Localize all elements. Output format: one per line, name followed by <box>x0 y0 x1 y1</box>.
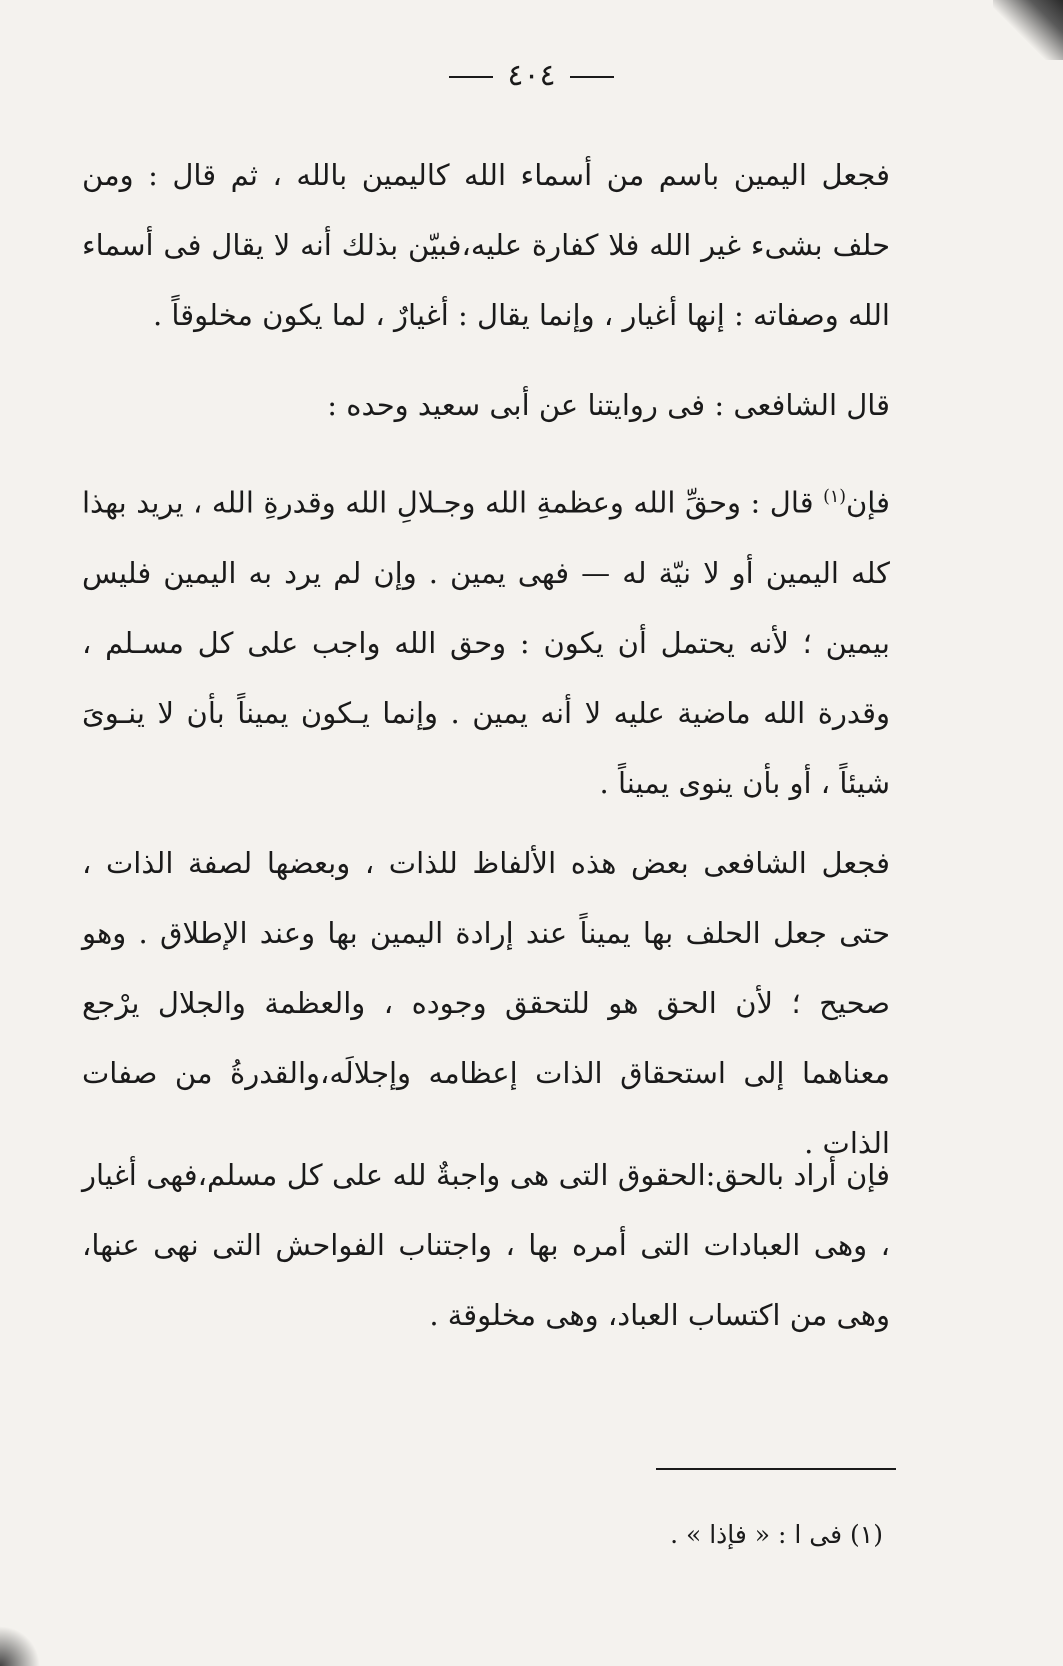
footnote-marker: (١) <box>823 487 846 507</box>
page-number-dash-right <box>570 76 614 78</box>
footnote-rule <box>656 1468 896 1470</box>
scan-corner-shadow <box>993 0 1063 60</box>
paragraph-3-prefix: فإن <box>846 485 890 520</box>
scan-corner-speck <box>0 1626 40 1666</box>
paragraph-1: فجعل اليمين باسم من أسماء الله كاليمين بالله ، ثم قال : ومن حلف بشىء غير الله فلا كفارة عليه،فبيّن بذلك أنه لا يقال فى أسماء الله وصفاته : إنها أغيار ، وإنما يقال : أغيارٌ ، لما يكون مخلوقاً . <box>82 158 890 332</box>
paragraph-2: قال الشافعى : فى روايتنا عن أبى سعيد وحده : <box>327 388 890 422</box>
paragraph-4: فجعل الشافعى بعض هذه الألفاظ للذات ، وبعضها لصفة الذات ، حتى جعل الحلف بها يميناً عند إرادة اليمين بها وعند الإطلاق . وهو صحيح ؛ لأن الحق هو للتحقق وجوده ، والعظمة والجلال يرْجع معناهما إلى استحقاق الذات إعظامه وإجلالَه،والقدرةُ من صفات الذات . <box>82 846 890 1160</box>
page-number-text: ٤٠٤ <box>507 58 556 93</box>
paragraph-3 <box>82 462 890 818</box>
paragraph-5: فإن أراد بالحق:الحقوق التى هى واجبةٌ لله على كل مسلم،فهى أغيار ، وهى العبادات التى أمره بها ، واجتناب الفواحش التى نهى عنها، وهى من اكتساب العباد، وهى مخلوقة . <box>82 1158 890 1332</box>
page-number-dash-left <box>449 76 493 78</box>
footnote: (١) فى ا : « فإذا » . <box>670 1520 883 1549</box>
paragraph-3-body: قال : وحقِّ الله وعظمةِ الله وجـلالِ الله وقدرةِ الله ، يريد بهذا كله اليمين أو لا نيّة له — فهى يمين . وإن لم يرد به اليمين فليس بيمين ؛ لأنه يحتمل أن يكون : وحق الله واجب على كل مسـلم ، وقدرة الله ماضية عليه لا أنه يمين . وإنما يـكون يميناً بأن لا ينـوىَ شيئاً ، أو بأن ينوى يميناً . <box>82 485 890 800</box>
page-number <box>0 58 1063 93</box>
